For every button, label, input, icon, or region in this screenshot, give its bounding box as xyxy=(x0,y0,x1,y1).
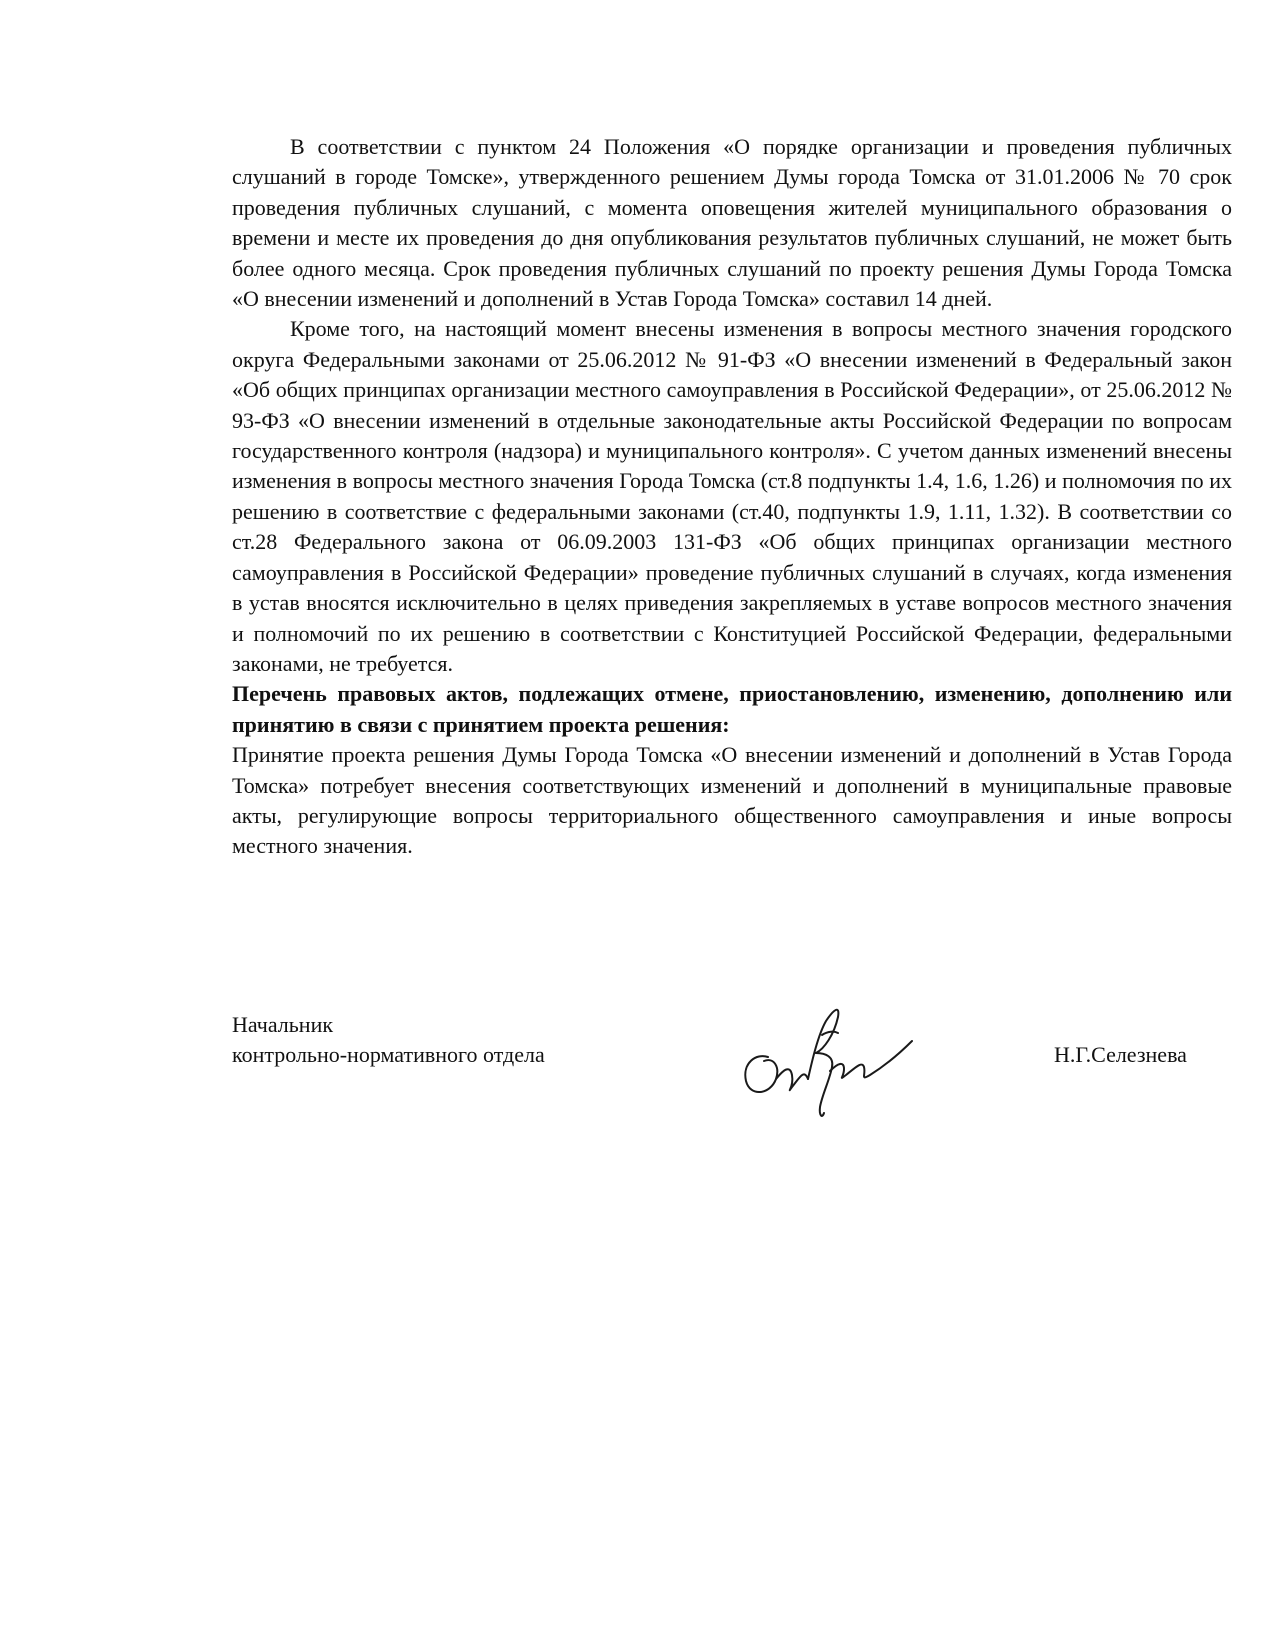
signer-name: Н.Г.Селезнева xyxy=(1054,1042,1187,1067)
paragraph-federal-law-changes: Кроме того, на настоящий момент внесены изменения в вопросы местного значения городского округа Федеральными законами от 25.06.2012 № 91-ФЗ «О внесении изменений в Федеральный закон «Об общих принципах организации местного самоуправления в Российской Федерации», от 25.06.2012 № 93-ФЗ «О внесении изменений в отдельные законодательные акты Российской Федерации по вопросам государственного контроля (надзора) и муниципального контроля». С учетом данных изменений внесены изменения в вопросы местного значения Города Томска (ст.8 подпункты 1.4, 1.6, 1.26) и полномочия по их решению в соответствие с федеральными законами (ст.40, подпункты 1.9, 1.11, 1.32). В соответствии со ст.28 Федерального закона от 06.09.2003 131-ФЗ «Об общих принципах организации местного самоуправления в Российской Федерации» проведение публичных слушаний в случаях, когда изменения в устав вносятся исключительно в целях приведения закрепляемых в уставе вопросов местного значения и полномочий по их решению в соответствии с Конституцией Российской Федерации, федеральными законами, не требуется. xyxy=(232,316,1232,676)
document-body xyxy=(232,132,1232,862)
paragraph-legal-acts-heading: Перечень правовых актов, подлежащих отмене, приостановлению, изменению, дополнению или принятию в связи с принятием проекта решения: xyxy=(232,681,1232,737)
handwritten-signature xyxy=(730,995,920,1125)
signer-position xyxy=(232,1010,545,1070)
paragraph-hearing-period: В соответствии с пунктом 24 Положения «О порядке организации и проведения публичных слушаний в городе Томске», утвержденного решением Думы города Томска от 31.01.2006 № 70 срок проведения публичных слушаний, с момента оповещения жителей муниципального образования о времени и месте их проведения до дня опубликования результатов публичных слушаний, не может быть более одного месяца. Срок проведения публичных слушаний по проекту решения Думы Города Томска «О внесении изменений и дополнений в Устав Города Томска» составил 14 дней. xyxy=(232,134,1232,312)
signer-position-line-2: контрольно-нормативного отдела xyxy=(232,1042,545,1067)
paragraph-legal-acts-changes: Принятие проекта решения Думы Города Томска «О внесении изменений и дополнений в Устав Города Томска» потребует внесения соответствующих изменений и дополнений в муниципальные правовые акты, регулирующие вопросы территориального общественного самоуправления и иные вопросы местного значения. xyxy=(232,742,1232,859)
signer-position-line-1: Начальник xyxy=(232,1012,334,1037)
